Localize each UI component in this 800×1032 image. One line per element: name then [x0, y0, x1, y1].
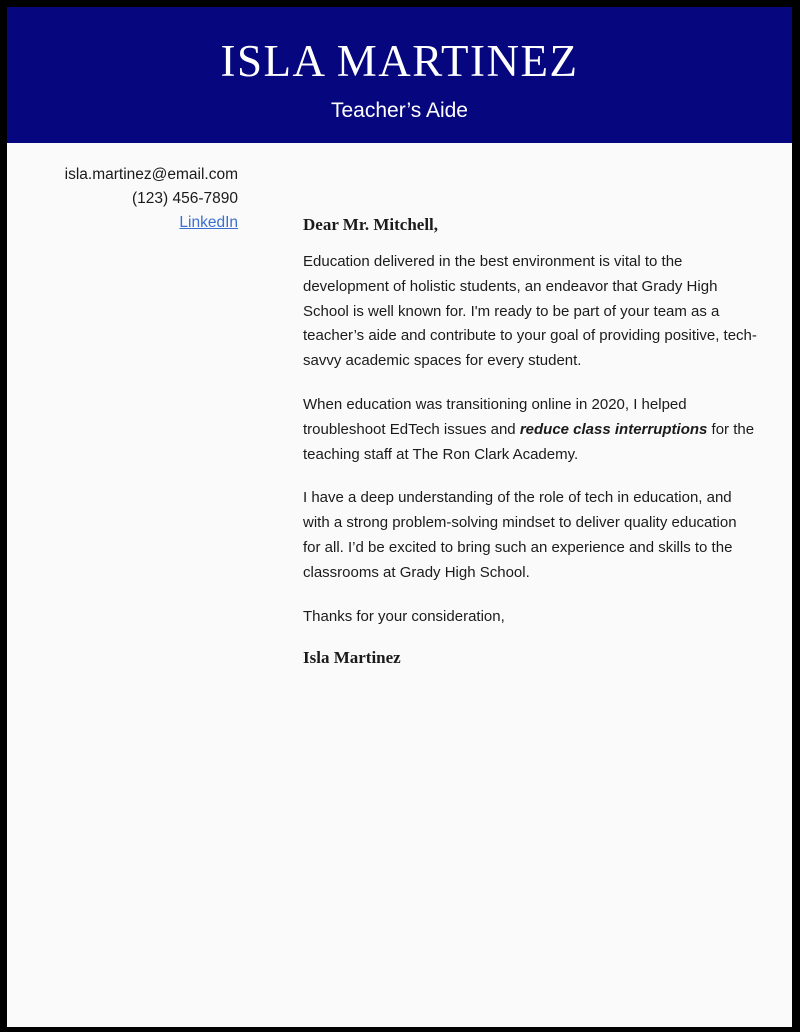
contact-details	[7, 163, 238, 235]
letter-paragraph-2-text-before: When education was transitioning online in 2020, I helped troubleshoot EdTech issues and	[303, 395, 687, 438]
letter-signature: Isla Martinez	[303, 648, 401, 668]
letter-header-band	[7, 7, 792, 143]
letter-sheet	[7, 7, 792, 1027]
letter-paragraph-1: Education delivered in the best environment is vital to the development of holistic students, an endeavor that Grady High School is well known for. I'm ready to be part of your team as a teacher’s aide and contribute to your goal of providing positive, tech-savvy academic spaces for every student.	[303, 253, 757, 370]
letter-paragraph-2-text-after: for the teaching staff at The Ron Clark Academy.	[303, 420, 755, 463]
candidate-job-title: Teacher’s Aide	[331, 99, 468, 122]
contact-phone[interactable]: (123) 456-7890	[132, 190, 238, 207]
letter-paragraph-3: I have a deep understanding of the role of tech in education, and with a strong problem-solving mindset to deliver quality education for all. I’d be excited to bring such an experience and skills to the classrooms at Grady High School.	[303, 489, 737, 581]
candidate-name: ISLA MARTINEZ	[220, 36, 579, 86]
contact-linkedin-link[interactable]: LinkedIn	[179, 214, 238, 231]
letter-closing: Thanks for your consideration,	[303, 607, 505, 625]
letter-paragraph-2	[303, 393, 758, 467]
letter-paragraph-2-emphasis: reduce class interruptions	[519, 420, 708, 438]
contact-email[interactable]: isla.martinez@email.com	[64, 166, 238, 183]
letter-content	[303, 143, 758, 670]
letter-salutation: Dear Mr. Mitchell,	[303, 215, 439, 234]
